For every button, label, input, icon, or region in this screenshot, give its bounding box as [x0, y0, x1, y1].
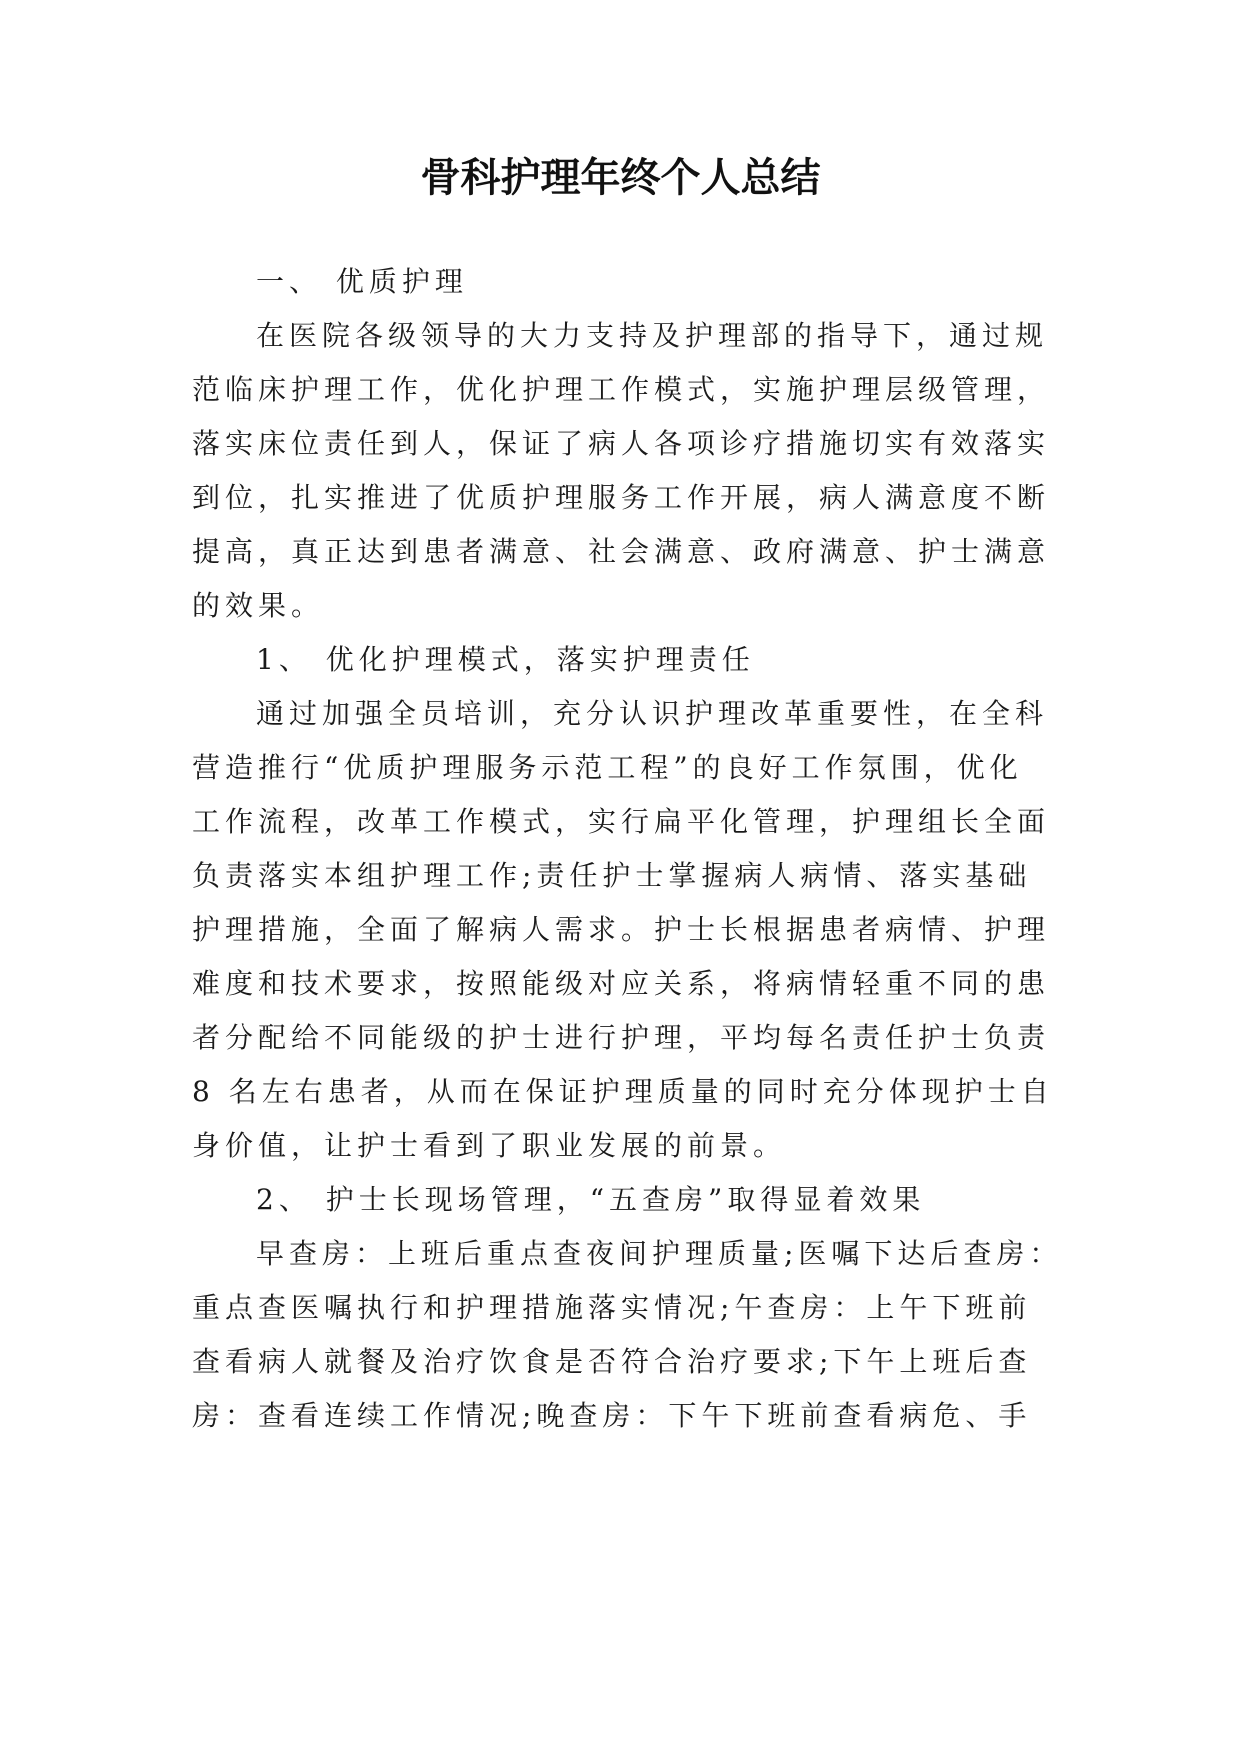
- document-title: 骨科护理年终个人总结: [420, 155, 821, 201]
- paragraph-line: 的效果。: [192, 589, 325, 622]
- paragraph-line: 重点查医嘱执行和护理措施落实情况;午查房：上午下班前: [192, 1291, 1032, 1324]
- paragraph-line: 房：查看连续工作情况;晚查房：下午下班前查看病危、手: [192, 1399, 1032, 1432]
- paragraph-line: 负责落实本组护理工作;责任护士掌握病人病情、落实基础: [192, 859, 1032, 892]
- paragraph-line: 通过加强全员培训，充分认识护理改革重要性，在全科: [256, 697, 1049, 730]
- paragraph-line: 范临床护理工作，优化护理工作模式，实施护理层级管理，: [192, 373, 1051, 406]
- paragraph-line: 8 名左右患者，从而在保证护理质量的同时充分体现护士自: [192, 1075, 1054, 1108]
- paragraph-line: 早查房：上班后重点查夜间护理质量;医嘱下达后查房：: [256, 1237, 1063, 1270]
- paragraph-line: 护理措施，全面了解病人需求。护士长根据患者病情、护理: [192, 913, 1051, 946]
- paragraph-line: 查看病人就餐及治疗饮食是否符合治疗要求;下午上班后查: [192, 1345, 1032, 1378]
- paragraph-line: 在医院各级领导的大力支持及护理部的指导下，通过规: [256, 319, 1049, 352]
- paragraph-line: 提高，真正达到患者满意、社会满意、政府满意、护士满意: [192, 535, 1051, 568]
- paragraph-line: 者分配给不同能级的护士进行护理，平均每名责任护士负责: [192, 1021, 1051, 1054]
- paragraph-line: 营造推行“优质护理服务示范工程”的良好工作氛围，优化: [192, 751, 1023, 784]
- section-heading-quality-care: 一、 优质护理: [256, 265, 468, 298]
- paragraph-line: 到位，扎实推进了优质护理服务工作开展，病人满意度不断: [192, 481, 1051, 514]
- paragraph-line: 工作流程，改革工作模式，实行扁平化管理，护理组长全面: [192, 805, 1051, 838]
- subsection-heading-1: 1、 优化护理模式，落实护理责任: [256, 643, 755, 676]
- paragraph-line: 落实床位责任到人，保证了病人各项诊疗措施切实有效落实: [192, 427, 1051, 460]
- subsection-heading-2: 2、 护士长现场管理，“五查房”取得显着效果: [256, 1183, 926, 1216]
- paragraph-line: 难度和技术要求，按照能级对应关系，将病情轻重不同的患: [192, 967, 1051, 1000]
- paragraph-line: 身价值，让护士看到了职业发展的前景。: [192, 1129, 787, 1162]
